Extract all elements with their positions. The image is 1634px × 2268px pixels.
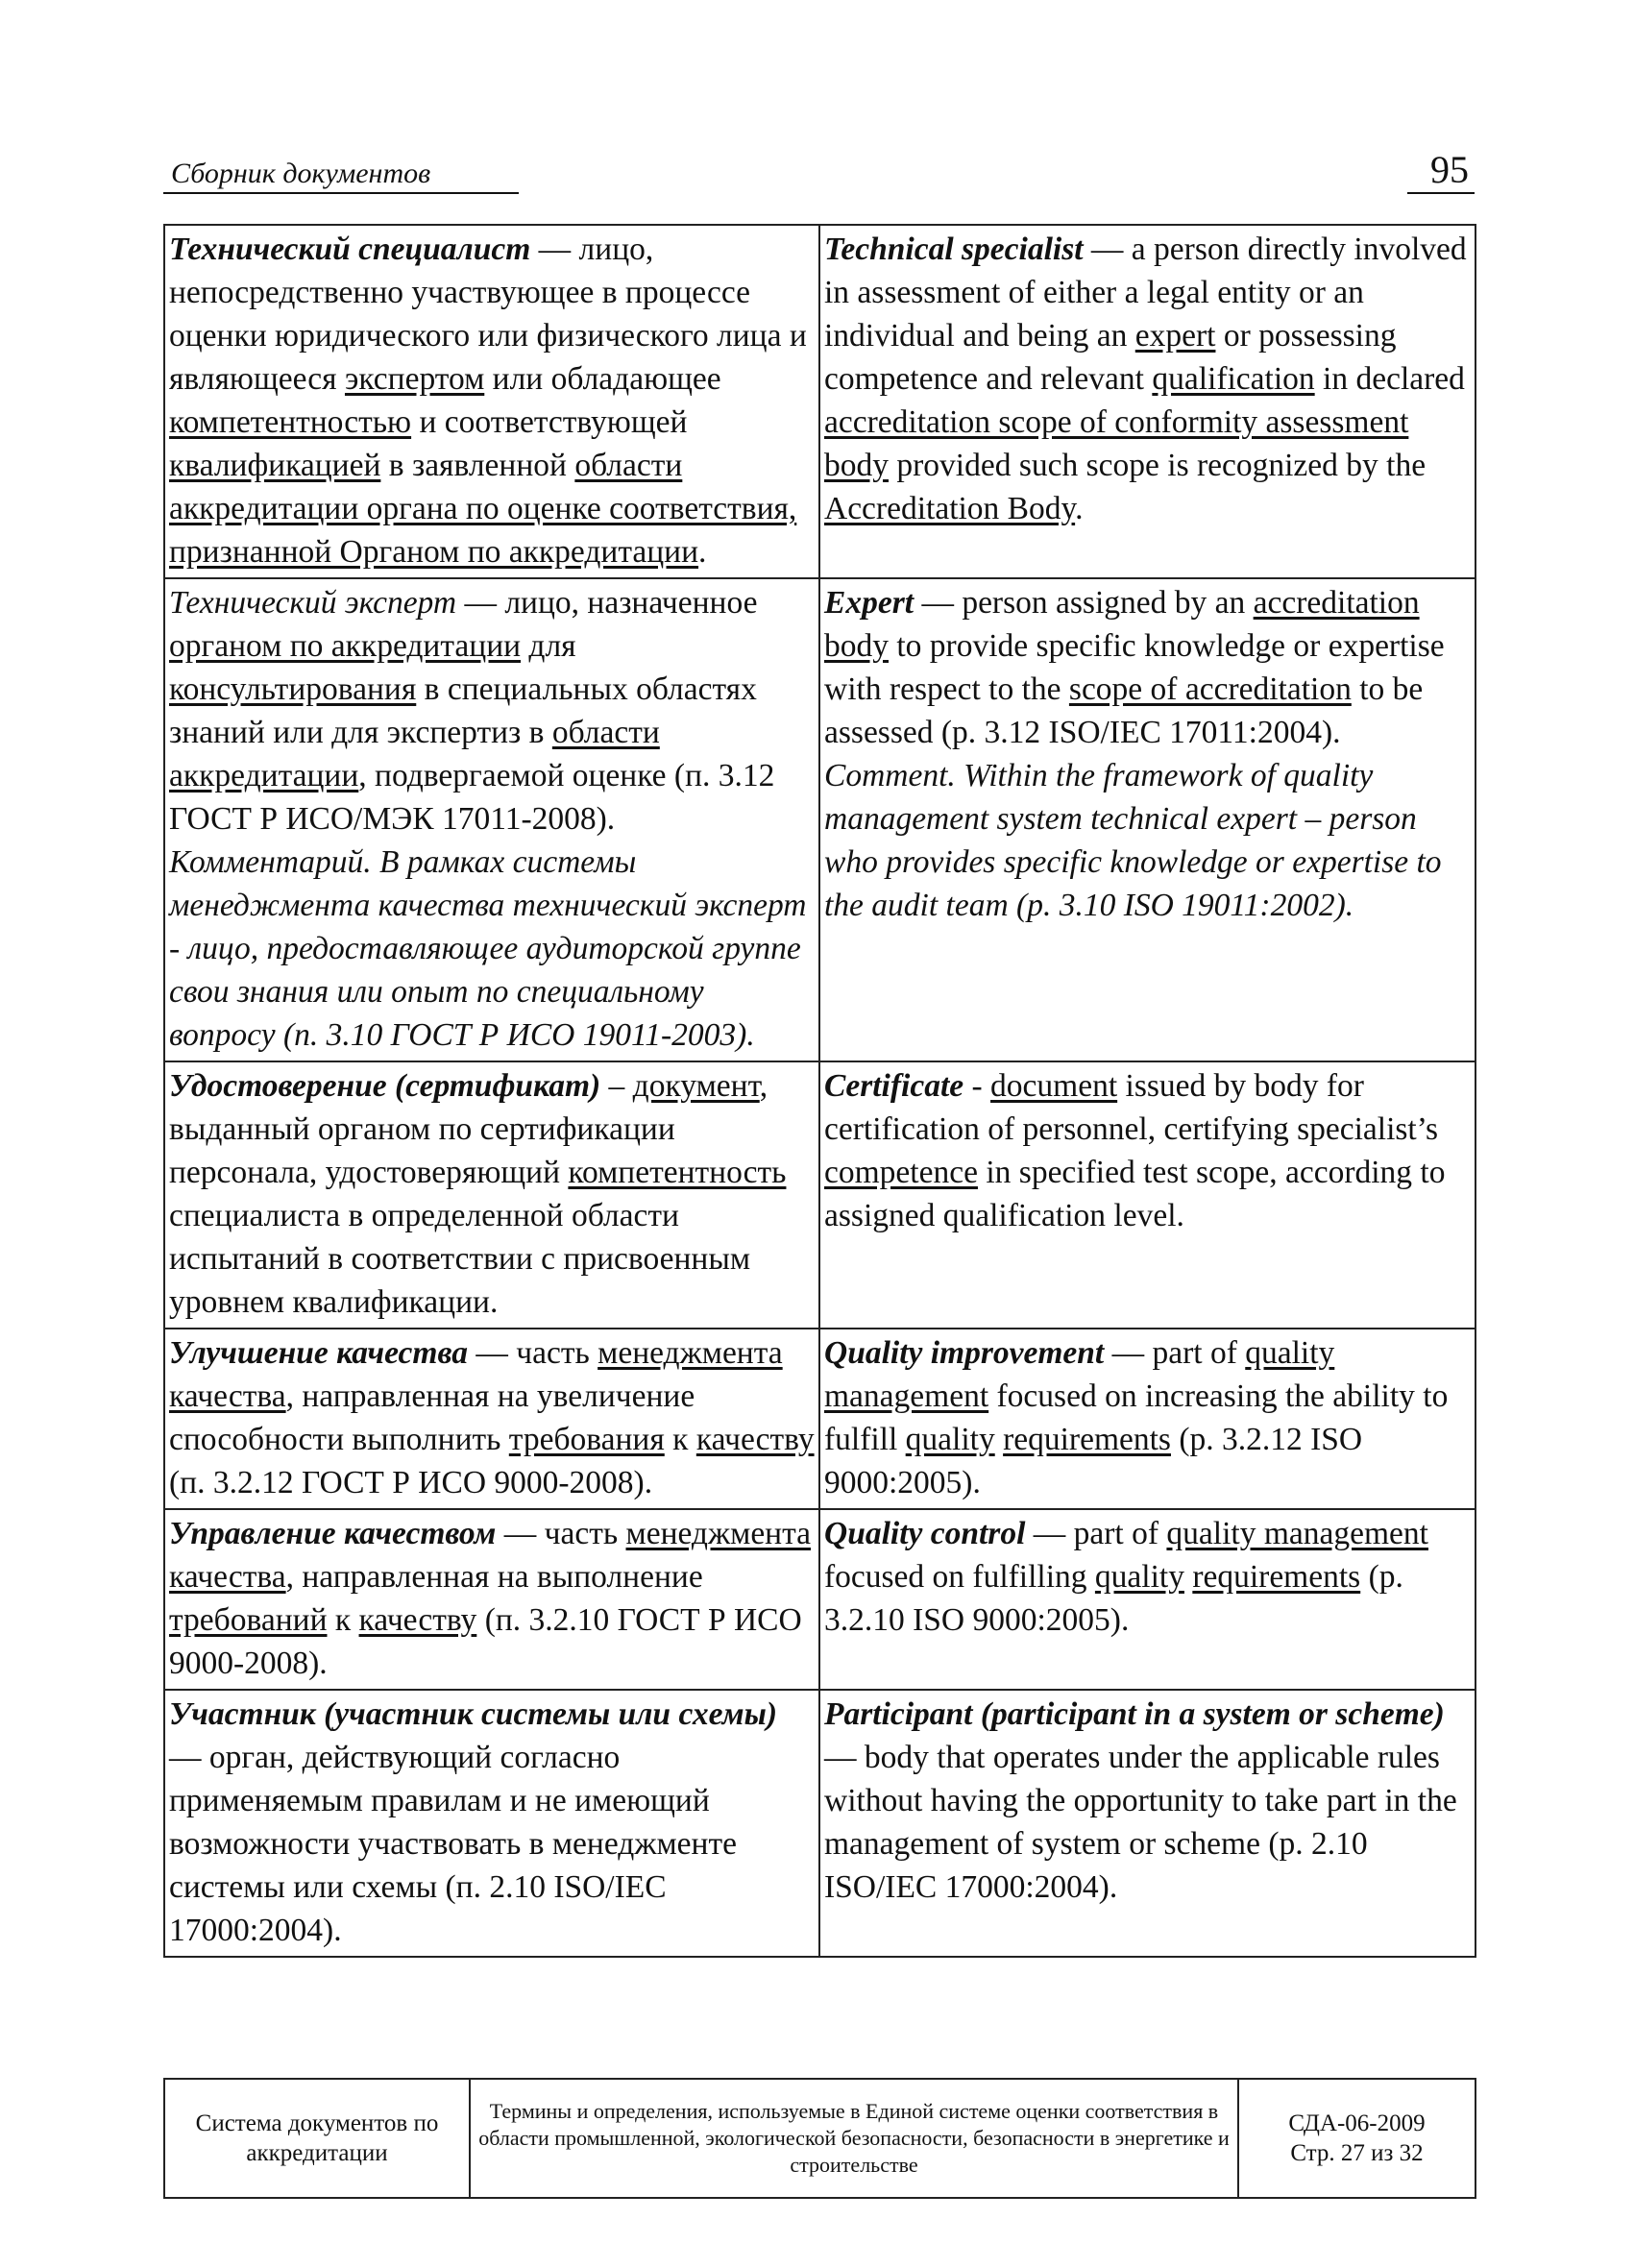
term-reference: accreditation scope of conformity assessment body bbox=[824, 404, 1409, 483]
term-reference: quality bbox=[905, 1422, 995, 1457]
term-reference: органом по аккредитации bbox=[169, 628, 522, 664]
page-number: 95 bbox=[1430, 148, 1469, 191]
term-row bbox=[164, 1509, 1475, 1690]
definition-text: (p. 3.2.12 ISO 9000:2005). bbox=[824, 1422, 1363, 1500]
footer-doc-code: СДА-06-2009 bbox=[1288, 2110, 1426, 2136]
footer-page-count: Стр. 27 из 32 bbox=[1290, 2140, 1424, 2166]
term-cell-english bbox=[819, 578, 1475, 1061]
definition-text: focused on increasing the ability to fulfill bbox=[824, 1378, 1449, 1457]
definition-text: — part of bbox=[1104, 1335, 1246, 1371]
term-cell-russian bbox=[164, 1690, 819, 1957]
definition-text: в специальных областях знаний или для экспертиз в bbox=[169, 671, 757, 750]
definition-text: — a person directly involved in assessment of either a legal entity or an individual and being an bbox=[824, 232, 1467, 354]
term-reference: консультирования bbox=[169, 671, 417, 707]
terms-table bbox=[163, 224, 1476, 1958]
term-reference: менеджмента качества bbox=[169, 1335, 783, 1414]
definition-text: to provide specific knowledge or expertise with respect to the bbox=[824, 628, 1445, 707]
definition-text: , подвергаемой оценке (п. 3.12 ГОСТ Р ИСО/МЭК 17011-2008). bbox=[169, 758, 775, 837]
term-cell-russian bbox=[164, 578, 819, 1061]
term-name: Технический специалист bbox=[169, 232, 531, 267]
definition-text: , выданный органом по сертификации персонала, удостоверяющий bbox=[169, 1068, 768, 1190]
term-reference: expert bbox=[1134, 318, 1216, 354]
term-reference: качеству bbox=[358, 1602, 477, 1638]
term-name: Technical specialist bbox=[824, 232, 1084, 267]
header-rule-left bbox=[163, 192, 519, 194]
term-reference: scope of accreditation bbox=[1068, 671, 1352, 707]
definition-text: — лицо, назначенное bbox=[456, 585, 758, 621]
term-name: Quality improvement bbox=[824, 1335, 1105, 1371]
term-reference: компетентностью bbox=[169, 404, 412, 440]
footer-doc-info bbox=[1238, 2079, 1475, 2198]
definition-text: и соответствующей bbox=[411, 404, 688, 440]
term-reference: квалификацией bbox=[169, 448, 381, 483]
term-reference: qualification bbox=[1152, 361, 1315, 397]
term-comment: Технический эксперт bbox=[169, 585, 457, 621]
definition-text: — часть bbox=[496, 1516, 626, 1551]
term-name: Participant (participant in a system or scheme) bbox=[824, 1696, 1445, 1732]
definition-text: , направленная на увеличение способности выполнить bbox=[169, 1378, 695, 1457]
term-row bbox=[164, 1329, 1475, 1509]
term-cell-english bbox=[819, 225, 1475, 578]
term-reference: quality bbox=[1094, 1559, 1184, 1595]
footer-document-title: Термины и определения, используемые в Единой системе оценки соответствия в области промышленной, экологической безопасности, безопасности в энергетике и строительстве bbox=[470, 2079, 1238, 2198]
term-cell-russian bbox=[164, 1061, 819, 1329]
term-name: Участник (участник системы или схемы) bbox=[169, 1696, 777, 1732]
definition-text: (п. 3.2.12 ГОСТ Р ИСО 9000-2008). bbox=[169, 1465, 653, 1500]
definition-text: или обладающее bbox=[484, 361, 721, 397]
definition-text bbox=[995, 1422, 1003, 1457]
term-row bbox=[164, 225, 1475, 578]
definition-text: – bbox=[600, 1068, 633, 1104]
term-reference: компетентность bbox=[568, 1155, 787, 1190]
term-reference: accreditation body bbox=[824, 585, 1420, 664]
term-reference: экспертом bbox=[344, 361, 485, 397]
term-reference: качеству bbox=[695, 1422, 815, 1457]
definition-text: — лицо, непосредственно участвующее в процессе оценки юридического или физического лица и являющееся bbox=[169, 232, 807, 397]
term-row bbox=[164, 1061, 1475, 1329]
term-reference: quality management bbox=[1166, 1516, 1428, 1551]
definition-text: . bbox=[1075, 491, 1084, 526]
term-cell-english bbox=[819, 1690, 1475, 1957]
term-cell-russian bbox=[164, 225, 819, 578]
term-reference: требования bbox=[508, 1422, 665, 1457]
definition-text: (p. 3.2.10 ISO 9000:2005). bbox=[824, 1559, 1403, 1638]
term-comment: Комментарий. В рамках системы менеджмента качества технический эксперт - лицо, предоставляющее аудиторской группе свои знания или опыт по специальному вопросу (п. 3.10 ГОСТ Р ИСО 19011-2003). bbox=[169, 844, 807, 1053]
term-name: Управление качеством bbox=[169, 1516, 497, 1551]
term-reference: document bbox=[990, 1068, 1118, 1104]
term-name: Expert bbox=[824, 585, 915, 621]
term-comment: Comment. Within the framework of quality management system technical expert – person who provides specific knowledge or expertise to the audit team (p. 3.10 ISO 19011:2002). bbox=[824, 758, 1442, 923]
definition-text: focused on fulfilling bbox=[824, 1559, 1095, 1595]
definition-text: — person assigned by an bbox=[914, 585, 1254, 621]
running-head bbox=[163, 144, 1475, 194]
definition-text: к bbox=[664, 1422, 696, 1457]
definition-text: to be assessed (p. 3.12 ISO/IEC 17011:2004). bbox=[824, 671, 1424, 750]
term-reference: требований bbox=[169, 1602, 328, 1638]
definition-text: in declared bbox=[1314, 361, 1465, 397]
term-cell-russian bbox=[164, 1329, 819, 1509]
term-name: Certificate bbox=[824, 1068, 964, 1104]
definition-text: к bbox=[327, 1602, 359, 1638]
definition-text: в заявленной bbox=[380, 448, 575, 483]
term-row bbox=[164, 1690, 1475, 1957]
term-cell-russian bbox=[164, 1509, 819, 1690]
definition-text: provided such scope is recognized by the bbox=[889, 448, 1427, 483]
term-name: Quality control bbox=[824, 1516, 1026, 1551]
document-footer bbox=[163, 2078, 1476, 2199]
definition-text: in specified test scope, according to assigned qualification level. bbox=[824, 1155, 1446, 1233]
footer-system-name: Система документов по аккредитации bbox=[164, 2079, 470, 2198]
definition-text: — body that operates under the applicable rules without having the opportunity to take part in the management of system or scheme (p. 2.10 ISO/IEC 17000:2004). bbox=[824, 1740, 1457, 1905]
terms-table-body bbox=[164, 225, 1475, 1957]
term-cell-english bbox=[819, 1061, 1475, 1329]
term-name: Улучшение качества bbox=[169, 1335, 468, 1371]
term-reference: документ bbox=[632, 1068, 760, 1104]
definition-text: or possessing competence and relevant bbox=[824, 318, 1397, 397]
term-reference: competence bbox=[824, 1155, 978, 1190]
definition-text: специалиста в определенной области испытаний в соответствии с присвоенным уровнем квалификации. bbox=[169, 1198, 751, 1320]
term-reference: Accreditation Body bbox=[824, 491, 1076, 526]
term-reference: requirements bbox=[1003, 1422, 1171, 1457]
definition-text: (п. 3.2.10 ГОСТ Р ИСО 9000-2008). bbox=[169, 1602, 802, 1681]
term-reference: менеджмента качества bbox=[169, 1516, 812, 1595]
term-row bbox=[164, 578, 1475, 1061]
term-reference: области аккредитации органа по оценке соответствия, признанной Органом по аккредитации bbox=[169, 448, 797, 570]
header-rule-right bbox=[1407, 192, 1475, 194]
definition-text: issued by body for certification of personnel, certifying specialist’s bbox=[824, 1068, 1439, 1147]
collection-title: Сборник документов bbox=[171, 158, 431, 189]
term-name: Удостоверение (сертификат) bbox=[169, 1068, 601, 1104]
definition-text: — часть bbox=[467, 1335, 598, 1371]
definition-text: . bbox=[698, 534, 707, 570]
definition-text: — орган, действующий согласно применяемым правилам и не имеющий возможности участвовать в менеджменте системы или схемы (п. 2.10 ISO/IEC 17000:2004). bbox=[169, 1740, 737, 1948]
definition-text: для bbox=[521, 628, 576, 664]
term-cell-english bbox=[819, 1509, 1475, 1690]
definition-text: - bbox=[963, 1068, 991, 1104]
term-reference: requirements bbox=[1192, 1559, 1361, 1595]
definition-text: — part of bbox=[1025, 1516, 1167, 1551]
term-cell-english bbox=[819, 1329, 1475, 1509]
term-reference: области аккредитации bbox=[169, 715, 660, 793]
term-reference: quality management bbox=[824, 1335, 1335, 1414]
definition-text: , направленная на выполнение bbox=[285, 1559, 703, 1595]
